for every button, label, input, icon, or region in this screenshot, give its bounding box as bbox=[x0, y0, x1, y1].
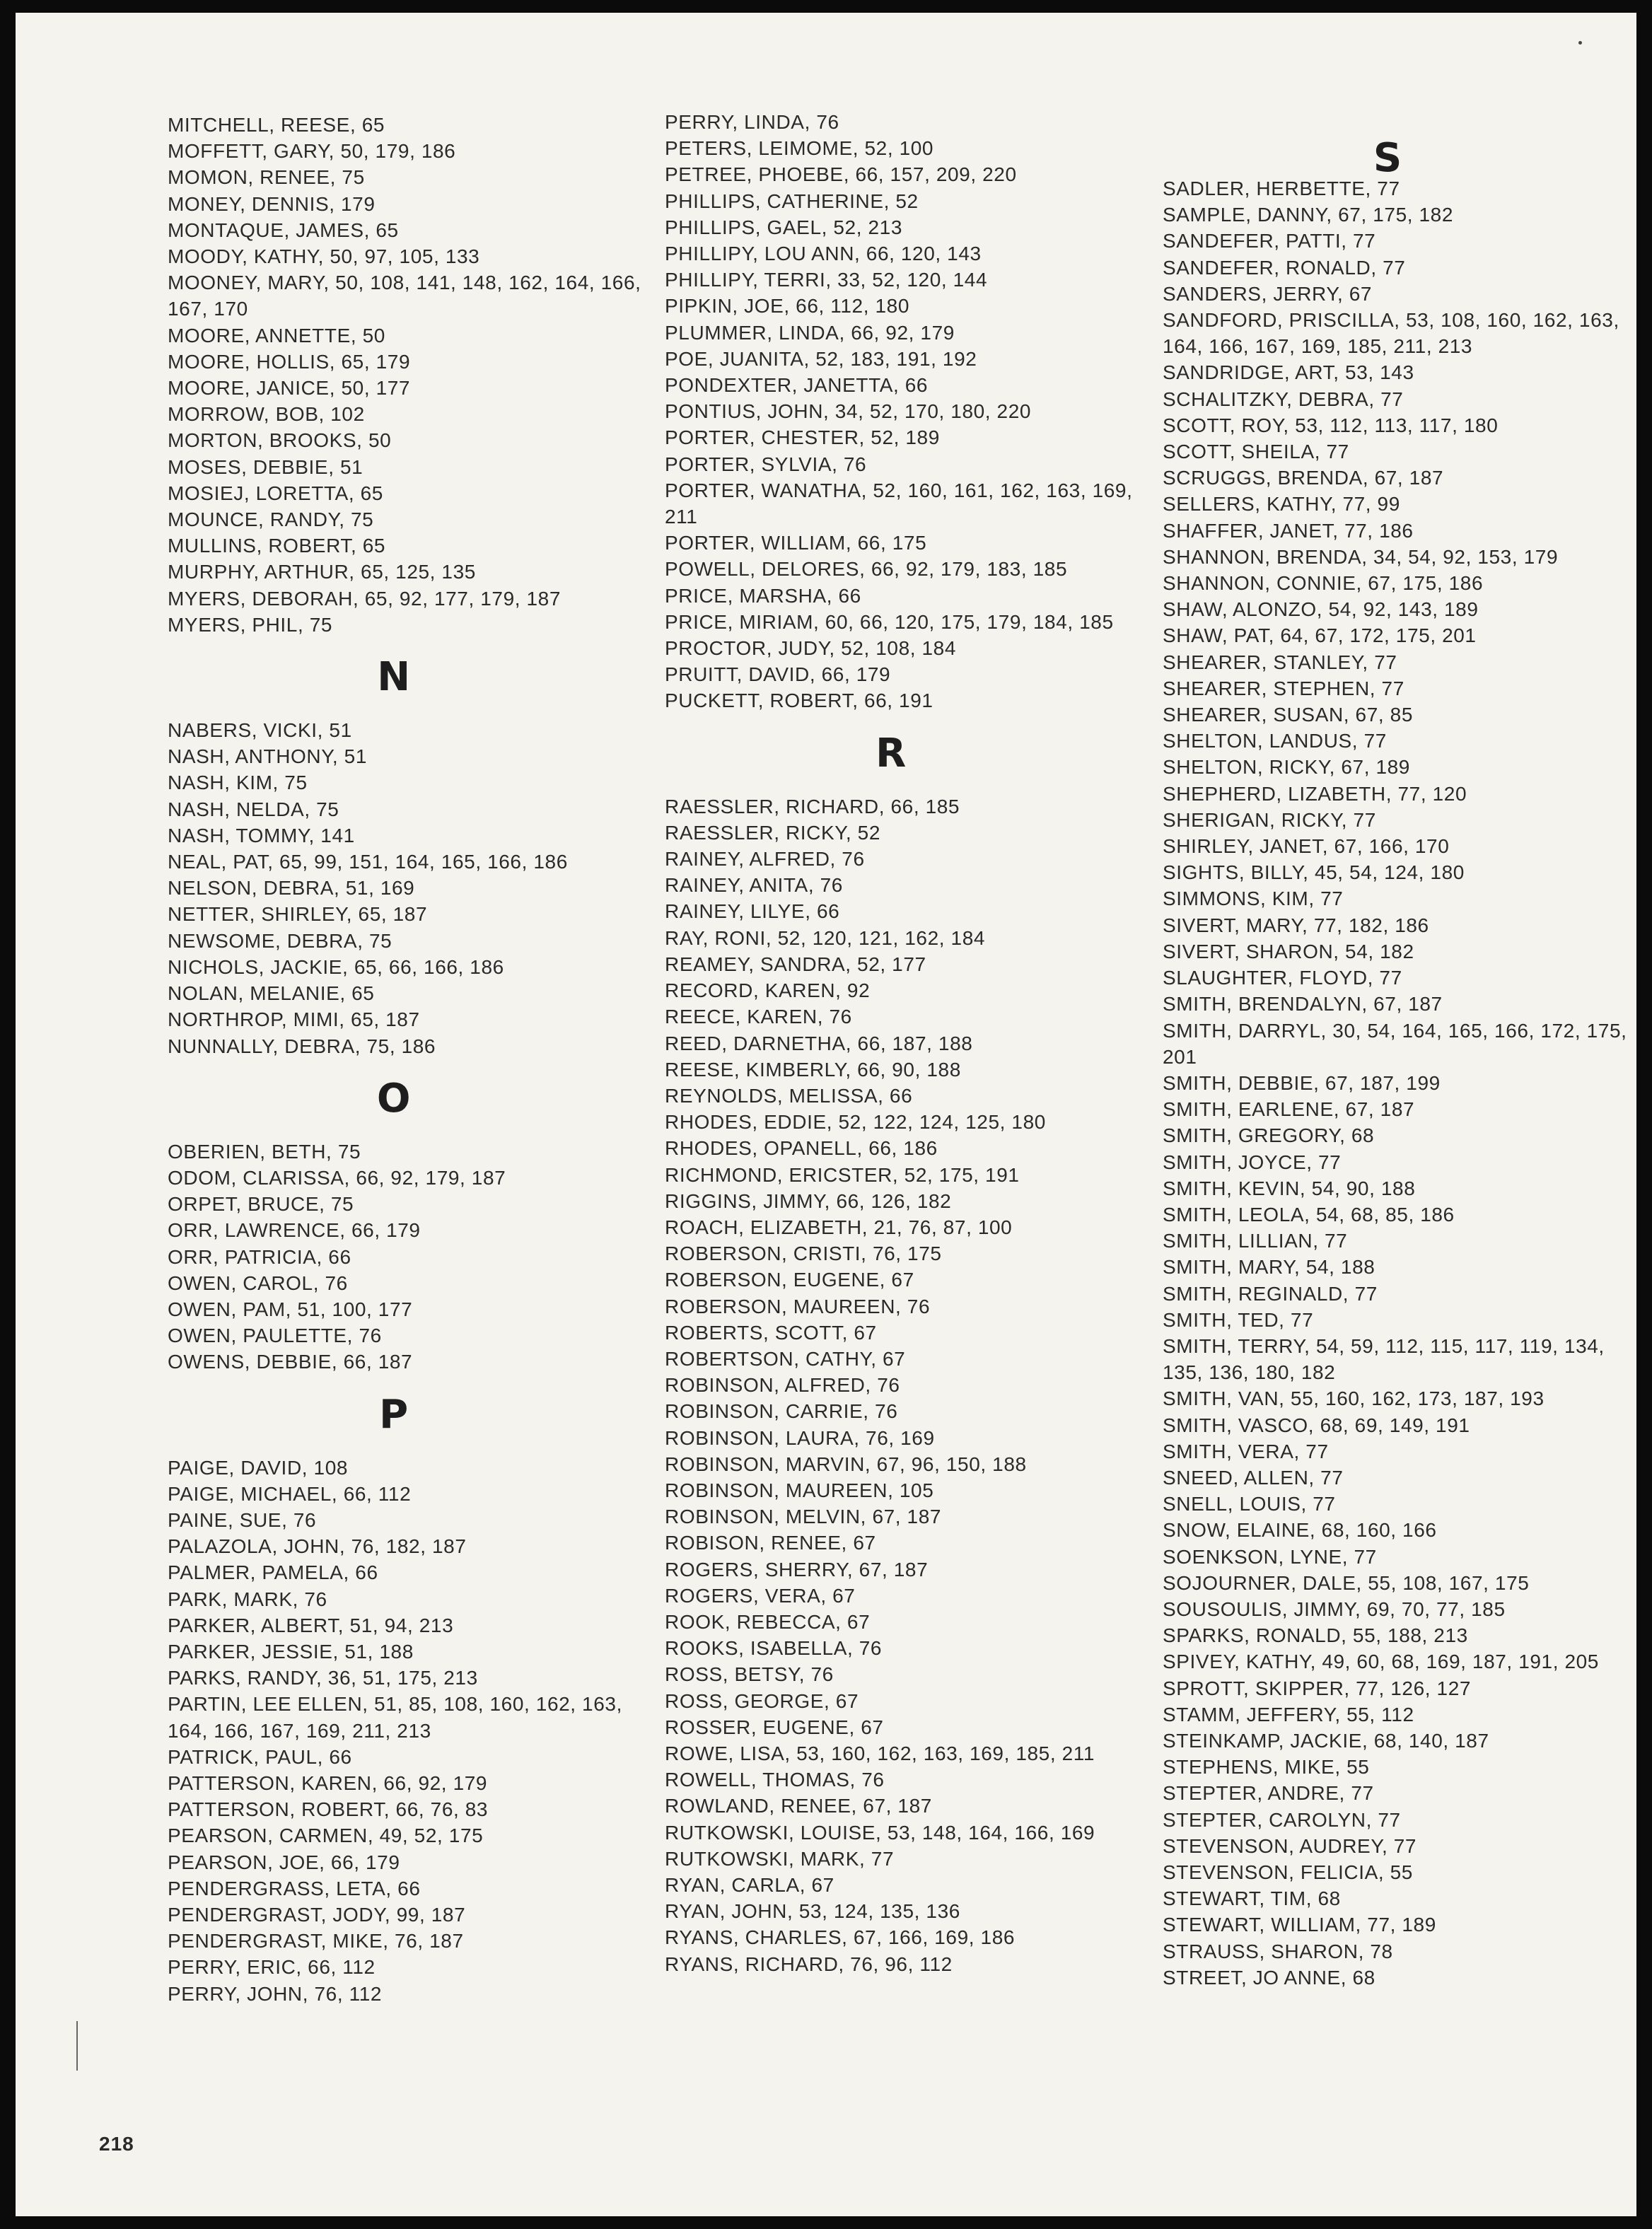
margin-tick bbox=[76, 2021, 78, 2071]
index-entry: PENDERGRAST, JODY, 99, 187 bbox=[168, 1903, 466, 1926]
index-entry: SIVERT, SHARON, 54, 182 bbox=[1163, 940, 1414, 962]
index-entry: PARTIN, LEE ELLEN, 51, 85, 108, 160, 162, 163, 164, 166, 167, 169, 211, 213 bbox=[168, 1693, 622, 1742]
index-entry: SIMMONS, KIM, 77 bbox=[1163, 887, 1344, 910]
index-column-2 bbox=[665, 109, 1146, 1977]
index-entry: SCOTT, ROY, 53, 112, 113, 117, 180 bbox=[1163, 414, 1499, 436]
index-entry: SMITH, JOYCE, 77 bbox=[1163, 1151, 1342, 1173]
index-entry: ROWLAND, RENEE, 67, 187 bbox=[665, 1795, 932, 1817]
index-entry: ROGERS, VERA, 67 bbox=[665, 1584, 856, 1607]
index-entry: RAY, RONI, 52, 120, 121, 162, 184 bbox=[665, 926, 986, 949]
index-entry: NUNNALLY, DEBRA, 75, 186 bbox=[168, 1035, 436, 1057]
index-entry: STEVENSON, FELICIA, 55 bbox=[1163, 1861, 1413, 1883]
index-entry: ROWE, LISA, 53, 160, 162, 163, 169, 185, 211 bbox=[665, 1742, 1095, 1764]
index-entry: STEPTER, ANDRE, 77 bbox=[1163, 1782, 1374, 1805]
index-entry: PHILLIPS, GAEL, 52, 213 bbox=[665, 216, 902, 238]
index-entry: ROACH, ELIZABETH, 21, 76, 87, 100 bbox=[665, 1216, 1013, 1238]
index-entry: PIPKIN, JOE, 66, 112, 180 bbox=[665, 295, 909, 318]
index-entry: RYAN, JOHN, 53, 124, 135, 136 bbox=[665, 1900, 960, 1923]
index-entry: MORROW, BOB, 102 bbox=[168, 403, 365, 426]
index-entry: REAMEY, SANDRA, 52, 177 bbox=[665, 953, 926, 975]
index-entry: NASH, KIM, 75 bbox=[168, 772, 308, 794]
index-entry: PORTER, SYLVIA, 76 bbox=[665, 453, 867, 475]
index-entry: SNOW, ELAINE, 68, 160, 166 bbox=[1163, 1519, 1437, 1542]
index-entry: MONTAQUE, JAMES, 65 bbox=[168, 219, 399, 241]
index-entry: SMITH, VASCO, 68, 69, 149, 191 bbox=[1163, 1414, 1470, 1436]
index-entry: MOMON, RENEE, 75 bbox=[168, 166, 365, 189]
index-entry: SCOTT, SHEILA, 77 bbox=[1163, 441, 1349, 463]
index-entry: STEWART, TIM, 68 bbox=[1163, 1887, 1341, 1910]
index-entry: PHILLIPY, TERRI, 33, 52, 120, 144 bbox=[665, 269, 988, 291]
index-entry: NASH, ANTHONY, 51 bbox=[168, 745, 367, 768]
index-entry: SANDERS, JERRY, 67 bbox=[1163, 282, 1373, 305]
index-entry: PHILLIPY, LOU ANN, 66, 120, 143 bbox=[665, 243, 982, 265]
index-entry: SOUSOULIS, JIMMY, 69, 70, 77, 185 bbox=[1163, 1597, 1506, 1620]
index-entry: ROOK, REBECCA, 67 bbox=[665, 1610, 871, 1633]
index-entry: OWEN, PAM, 51, 100, 177 bbox=[168, 1298, 413, 1320]
index-entry: NEAL, PAT, 65, 99, 151, 164, 165, 166, 186 bbox=[168, 851, 568, 873]
index-entry: SMITH, DEBBIE, 67, 187, 199 bbox=[1163, 1071, 1441, 1094]
index-entry: ODOM, CLARISSA, 66, 92, 179, 187 bbox=[168, 1166, 506, 1189]
index-entry: SIVERT, MARY, 77, 182, 186 bbox=[1163, 914, 1429, 936]
speck-mark bbox=[1578, 41, 1582, 45]
index-entry: PETREE, PHOEBE, 66, 157, 209, 220 bbox=[665, 163, 1017, 186]
index-entry: PROCTOR, JUDY, 52, 108, 184 bbox=[665, 637, 957, 660]
index-entry: NASH, TOMMY, 141 bbox=[168, 824, 355, 846]
index-entry: STEINKAMP, JACKIE, 68, 140, 187 bbox=[1163, 1729, 1489, 1752]
index-entry: NOLAN, MELANIE, 65 bbox=[168, 982, 375, 1005]
index-entry: ROGERS, SHERRY, 67, 187 bbox=[665, 1558, 929, 1581]
index-entry: ROBERSON, EUGENE, 67 bbox=[665, 1269, 914, 1291]
index-entry: RAINEY, ALFRED, 76 bbox=[665, 848, 865, 871]
index-entry: SANDEFER, RONALD, 77 bbox=[1163, 256, 1406, 279]
index-entry: SOENKSON, LYNE, 77 bbox=[1163, 1545, 1377, 1568]
index-entry: REED, DARNETHA, 66, 187, 188 bbox=[665, 1032, 973, 1054]
index-entry: SELLERS, KATHY, 77, 99 bbox=[1163, 493, 1400, 516]
index-entry: RHODES, EDDIE, 52, 122, 124, 125, 180 bbox=[665, 1111, 1046, 1134]
index-entry: RUTKOWSKI, MARK, 77 bbox=[665, 1847, 895, 1870]
index-entry: OBERIEN, BETH, 75 bbox=[168, 1140, 361, 1163]
index-entry: SNEED, ALLEN, 77 bbox=[1163, 1466, 1344, 1489]
index-entry: ROBISON, RENEE, 67 bbox=[665, 1532, 876, 1554]
index-entry: PALAZOLA, JOHN, 76, 182, 187 bbox=[168, 1535, 467, 1558]
index-entry: ORPET, BRUCE, 75 bbox=[168, 1193, 354, 1216]
index-entry: NICHOLS, JACKIE, 65, 66, 166, 186 bbox=[168, 955, 504, 978]
index-entry: STAMM, JEFFERY, 55, 112 bbox=[1163, 1703, 1414, 1725]
index-entry: PARK, MARK, 76 bbox=[168, 1588, 327, 1610]
index-entry: SHEPHERD, LIZABETH, 77, 120 bbox=[1163, 782, 1467, 805]
index-entry: SMITH, GREGORY, 68 bbox=[1163, 1124, 1375, 1147]
index-entry: PERRY, JOHN, 76, 112 bbox=[168, 1982, 383, 2005]
index-entry: RAESSLER, RICHARD, 66, 185 bbox=[665, 795, 960, 817]
index-entry: RYANS, RICHARD, 76, 96, 112 bbox=[665, 1952, 953, 1975]
index-entry: PAIGE, DAVID, 108 bbox=[168, 1456, 349, 1479]
index-entry: SNELL, LOUIS, 77 bbox=[1163, 1493, 1336, 1515]
index-entry: SMITH, BRENDALYN, 67, 187 bbox=[1163, 993, 1443, 1015]
yearbook-index-page bbox=[16, 13, 1636, 2216]
index-entry: PRUITT, DAVID, 66, 179 bbox=[665, 663, 891, 686]
index-entry: SHAW, PAT, 64, 67, 172, 175, 201 bbox=[1163, 624, 1477, 647]
index-entry: ORR, LAWRENCE, 66, 179 bbox=[168, 1219, 421, 1242]
index-entry: NORTHROP, MIMI, 65, 187 bbox=[168, 1008, 420, 1031]
index-entry: SADLER, HERBETTE, 77 bbox=[1163, 177, 1400, 199]
index-entry: MOONEY, MARY, 50, 108, 141, 148, 162, 164, 166, 167, 170 bbox=[168, 272, 641, 320]
index-entry: OWENS, DEBBIE, 66, 187 bbox=[168, 1351, 413, 1373]
index-entry: PUCKETT, ROBERT, 66, 191 bbox=[665, 689, 933, 712]
index-entry: ROBINSON, ALFRED, 76 bbox=[665, 1374, 900, 1397]
index-entry: OWEN, PAULETTE, 76 bbox=[168, 1325, 382, 1347]
index-entry: SMITH, EARLENE, 67, 187 bbox=[1163, 1098, 1415, 1121]
index-entry: PATTERSON, ROBERT, 66, 76, 83 bbox=[168, 1798, 489, 1821]
section-header-p: P bbox=[379, 1391, 409, 1438]
index-entry: SOJOURNER, DALE, 55, 108, 167, 175 bbox=[1163, 1571, 1530, 1594]
index-entry: RHODES, OPANELL, 66, 186 bbox=[665, 1137, 938, 1160]
index-entry: PORTER, WANATHA, 52, 160, 161, 162, 163, 169, 211 bbox=[665, 479, 1133, 528]
index-entry: PENDERGRAST, MIKE, 76, 187 bbox=[168, 1930, 464, 1952]
index-entry: MURPHY, ARTHUR, 65, 125, 135 bbox=[168, 561, 476, 583]
index-entry: STEPTER, CAROLYN, 77 bbox=[1163, 1808, 1401, 1831]
index-entry: MORTON, BROOKS, 50 bbox=[168, 429, 392, 452]
index-entry: PORTER, CHESTER, 52, 189 bbox=[665, 426, 940, 449]
index-entry: RIGGINS, JIMMY, 66, 126, 182 bbox=[665, 1189, 952, 1212]
index-entry: MONEY, DENNIS, 179 bbox=[168, 192, 376, 215]
index-entry: SPROTT, SKIPPER, 77, 126, 127 bbox=[1163, 1677, 1472, 1699]
index-entry: PALMER, PAMELA, 66 bbox=[168, 1561, 378, 1584]
page-number: 218 bbox=[99, 2133, 134, 2155]
index-entry: ROBINSON, MELVIN, 67, 187 bbox=[665, 1506, 942, 1528]
index-entry: ROSS, BETSY, 76 bbox=[665, 1663, 834, 1686]
index-entry: SMITH, KEVIN, 54, 90, 188 bbox=[1163, 1177, 1416, 1199]
index-entry: STRAUSS, SHARON, 78 bbox=[1163, 1940, 1393, 1962]
index-entry: PETERS, LEIMOME, 52, 100 bbox=[665, 137, 934, 160]
index-entry: NELSON, DEBRA, 51, 169 bbox=[168, 877, 415, 900]
index-entry: SMITH, REGINALD, 77 bbox=[1163, 1282, 1378, 1305]
index-entry: MOFFETT, GARY, 50, 179, 186 bbox=[168, 140, 456, 163]
index-entry: STEWART, WILLIAM, 77, 189 bbox=[1163, 1914, 1436, 1936]
index-entry: PLUMMER, LINDA, 66, 92, 179 bbox=[665, 321, 955, 344]
index-entry: SHANNON, BRENDA, 34, 54, 92, 153, 179 bbox=[1163, 545, 1559, 568]
index-entry: PAINE, SUE, 76 bbox=[168, 1508, 317, 1531]
index-entry: OWEN, CAROL, 76 bbox=[168, 1271, 348, 1294]
index-entry: NETTER, SHIRLEY, 65, 187 bbox=[168, 903, 428, 926]
index-entry: PHILLIPS, CATHERINE, 52 bbox=[665, 190, 919, 212]
index-entry: STEVENSON, AUDREY, 77 bbox=[1163, 1834, 1417, 1857]
index-entry: SHELTON, LANDUS, 77 bbox=[1163, 730, 1387, 752]
index-entry: ROWELL, THOMAS, 76 bbox=[665, 1769, 885, 1791]
index-entry: SHEARER, SUSAN, 67, 85 bbox=[1163, 704, 1413, 726]
section-header-s: S bbox=[1373, 135, 1402, 181]
index-entry: RYAN, CARLA, 67 bbox=[665, 1874, 834, 1896]
index-entry: SPIVEY, KATHY, 49, 60, 68, 169, 187, 191, 205 bbox=[1163, 1651, 1599, 1673]
index-column-1 bbox=[168, 112, 648, 2007]
index-entry: PEARSON, CARMEN, 49, 52, 175 bbox=[168, 1824, 484, 1847]
index-entry: SMITH, VAN, 55, 160, 162, 173, 187, 193 bbox=[1163, 1387, 1545, 1410]
index-entry: PATRICK, PAUL, 66 bbox=[168, 1745, 352, 1768]
index-entry: MOUNCE, RANDY, 75 bbox=[168, 508, 374, 531]
index-entry: SMITH, MARY, 54, 188 bbox=[1163, 1256, 1375, 1279]
index-entry: RYANS, CHARLES, 67, 166, 169, 186 bbox=[665, 1926, 1016, 1949]
index-entry: ROBINSON, MAUREEN, 105 bbox=[665, 1479, 934, 1501]
index-entry: REECE, KAREN, 76 bbox=[665, 1006, 852, 1028]
index-entry: SHIRLEY, JANET, 67, 166, 170 bbox=[1163, 835, 1450, 858]
section-header-n: N bbox=[377, 654, 411, 701]
index-entry: SANDFORD, PRISCILLA, 53, 108, 160, 162, 163, 164, 166, 167, 169, 185, 211, 213 bbox=[1163, 309, 1619, 358]
index-entry: ROSS, GEORGE, 67 bbox=[665, 1689, 859, 1712]
index-entry: ROBERTSON, CATHY, 67 bbox=[665, 1347, 906, 1370]
index-entry: ROOKS, ISABELLA, 76 bbox=[665, 1637, 883, 1660]
index-entry: ROBERSON, MAUREEN, 76 bbox=[665, 1295, 931, 1317]
section-header-r: R bbox=[876, 730, 907, 776]
index-entry: NABERS, VICKI, 51 bbox=[168, 719, 352, 742]
index-entry: PENDERGRASS, LETA, 66 bbox=[168, 1877, 421, 1899]
index-entry: SANDRIDGE, ART, 53, 143 bbox=[1163, 361, 1414, 384]
index-entry: PARKER, JESSIE, 51, 188 bbox=[168, 1640, 414, 1663]
index-entry: PERRY, LINDA, 76 bbox=[665, 111, 839, 133]
index-entry: NEWSOME, DEBRA, 75 bbox=[168, 929, 392, 952]
index-entry: SMITH, TERRY, 54, 59, 112, 115, 117, 119, 134, 135, 136, 180, 182 bbox=[1163, 1334, 1605, 1384]
index-entry: RAESSLER, RICKY, 52 bbox=[665, 821, 881, 844]
index-entry: MOSIEJ, LORETTA, 65 bbox=[168, 482, 383, 504]
index-entry: MYERS, DEBORAH, 65, 92, 177, 179, 187 bbox=[168, 587, 562, 610]
index-entry: SHEARER, STANLEY, 77 bbox=[1163, 651, 1397, 673]
index-entry: PEARSON, JOE, 66, 179 bbox=[168, 1851, 400, 1873]
index-entry: SANDEFER, PATTI, 77 bbox=[1163, 230, 1376, 252]
index-entry: SCHALITZKY, DEBRA, 77 bbox=[1163, 388, 1404, 410]
index-entry: SHANNON, CONNIE, 67, 175, 186 bbox=[1163, 572, 1484, 595]
index-entry: PORTER, WILLIAM, 66, 175 bbox=[665, 532, 927, 554]
index-entry: ORR, PATRICIA, 66 bbox=[168, 1245, 351, 1268]
index-entry: RECORD, KAREN, 92 bbox=[665, 979, 871, 1002]
index-entry: ROBINSON, CARRIE, 76 bbox=[665, 1400, 898, 1423]
index-entry: SMITH, LILLIAN, 77 bbox=[1163, 1230, 1348, 1252]
index-entry: MOORE, HOLLIS, 65, 179 bbox=[168, 350, 411, 373]
index-entry: ROBERSON, CRISTI, 76, 175 bbox=[665, 1242, 942, 1265]
index-entry: MITCHELL, REESE, 65 bbox=[168, 114, 385, 136]
index-entry: STREET, JO ANNE, 68 bbox=[1163, 1966, 1375, 1989]
index-entry: SHERIGAN, RICKY, 77 bbox=[1163, 808, 1376, 831]
index-column-3 bbox=[1163, 175, 1636, 1991]
index-entry: ROBINSON, LAURA, 76, 169 bbox=[665, 1426, 935, 1449]
section-header-o: O bbox=[376, 1075, 412, 1122]
index-entry: SHAFFER, JANET, 77, 186 bbox=[1163, 519, 1414, 542]
index-entry: SMITH, VERA, 77 bbox=[1163, 1440, 1329, 1462]
index-entry: MOORE, JANICE, 50, 177 bbox=[168, 377, 411, 400]
index-entry: PRICE, MARSHA, 66 bbox=[665, 584, 861, 607]
index-entry: PAIGE, MICHAEL, 66, 112 bbox=[168, 1482, 412, 1505]
index-entry: SMITH, DARRYL, 30, 54, 164, 165, 166, 172, 175, 201 bbox=[1163, 1019, 1627, 1068]
index-entry: NASH, NELDA, 75 bbox=[168, 798, 339, 820]
index-entry: PRICE, MIRIAM, 60, 66, 120, 175, 179, 184, 185 bbox=[665, 610, 1114, 633]
index-entry: PARKER, ALBERT, 51, 94, 213 bbox=[168, 1614, 454, 1636]
index-entry: SMITH, TED, 77 bbox=[1163, 1308, 1314, 1331]
index-entry: ROBERTS, SCOTT, 67 bbox=[665, 1321, 877, 1344]
index-entry: RUTKOWSKI, LOUISE, 53, 148, 164, 166, 169 bbox=[665, 1821, 1095, 1844]
index-entry: STEPHENS, MIKE, 55 bbox=[1163, 1756, 1370, 1779]
index-entry: RAINEY, ANITA, 76 bbox=[665, 874, 843, 897]
index-entry: REYNOLDS, MELISSA, 66 bbox=[665, 1084, 913, 1107]
index-entry: MOORE, ANNETTE, 50 bbox=[168, 324, 385, 347]
index-entry: ROSSER, EUGENE, 67 bbox=[665, 1716, 884, 1738]
index-entry: MOSES, DEBBIE, 51 bbox=[168, 455, 363, 478]
index-entry: PERRY, ERIC, 66, 112 bbox=[168, 1956, 376, 1979]
index-entry: POE, JUANITA, 52, 183, 191, 192 bbox=[665, 347, 977, 370]
index-entry: PATTERSON, KAREN, 66, 92, 179 bbox=[168, 1771, 488, 1794]
index-entry: PARKS, RANDY, 36, 51, 175, 213 bbox=[168, 1667, 478, 1689]
index-entry: MOODY, KATHY, 50, 97, 105, 133 bbox=[168, 245, 480, 268]
index-entry: MULLINS, ROBERT, 65 bbox=[168, 535, 386, 557]
index-entry: SHELTON, RICKY, 67, 189 bbox=[1163, 756, 1410, 779]
index-entry: ROBINSON, MARVIN, 67, 96, 150, 188 bbox=[665, 1453, 1027, 1475]
index-entry: PONTIUS, JOHN, 34, 52, 170, 180, 220 bbox=[665, 400, 1032, 423]
index-entry: RICHMOND, ERICSTER, 52, 175, 191 bbox=[665, 1163, 1020, 1186]
index-entry: SHAW, ALONZO, 54, 92, 143, 189 bbox=[1163, 598, 1479, 621]
index-entry: REESE, KIMBERLY, 66, 90, 188 bbox=[665, 1058, 961, 1081]
index-entry: SPARKS, RONALD, 55, 188, 213 bbox=[1163, 1624, 1468, 1647]
index-entry: RAINEY, LILYE, 66 bbox=[665, 900, 840, 923]
index-entry: SIGHTS, BILLY, 45, 54, 124, 180 bbox=[1163, 861, 1465, 884]
index-entry: PONDEXTER, JANETTA, 66 bbox=[665, 374, 929, 397]
index-entry: SCRUGGS, BRENDA, 67, 187 bbox=[1163, 467, 1444, 489]
index-entry: POWELL, DELORES, 66, 92, 179, 183, 185 bbox=[665, 558, 1068, 581]
index-entry: SMITH, LEOLA, 54, 68, 85, 186 bbox=[1163, 1203, 1455, 1226]
index-entry: SLAUGHTER, FLOYD, 77 bbox=[1163, 967, 1402, 989]
index-entry: SAMPLE, DANNY, 67, 175, 182 bbox=[1163, 204, 1454, 226]
index-entry: MYERS, PHIL, 75 bbox=[168, 613, 333, 636]
index-entry: SHEARER, STEPHEN, 77 bbox=[1163, 677, 1404, 699]
